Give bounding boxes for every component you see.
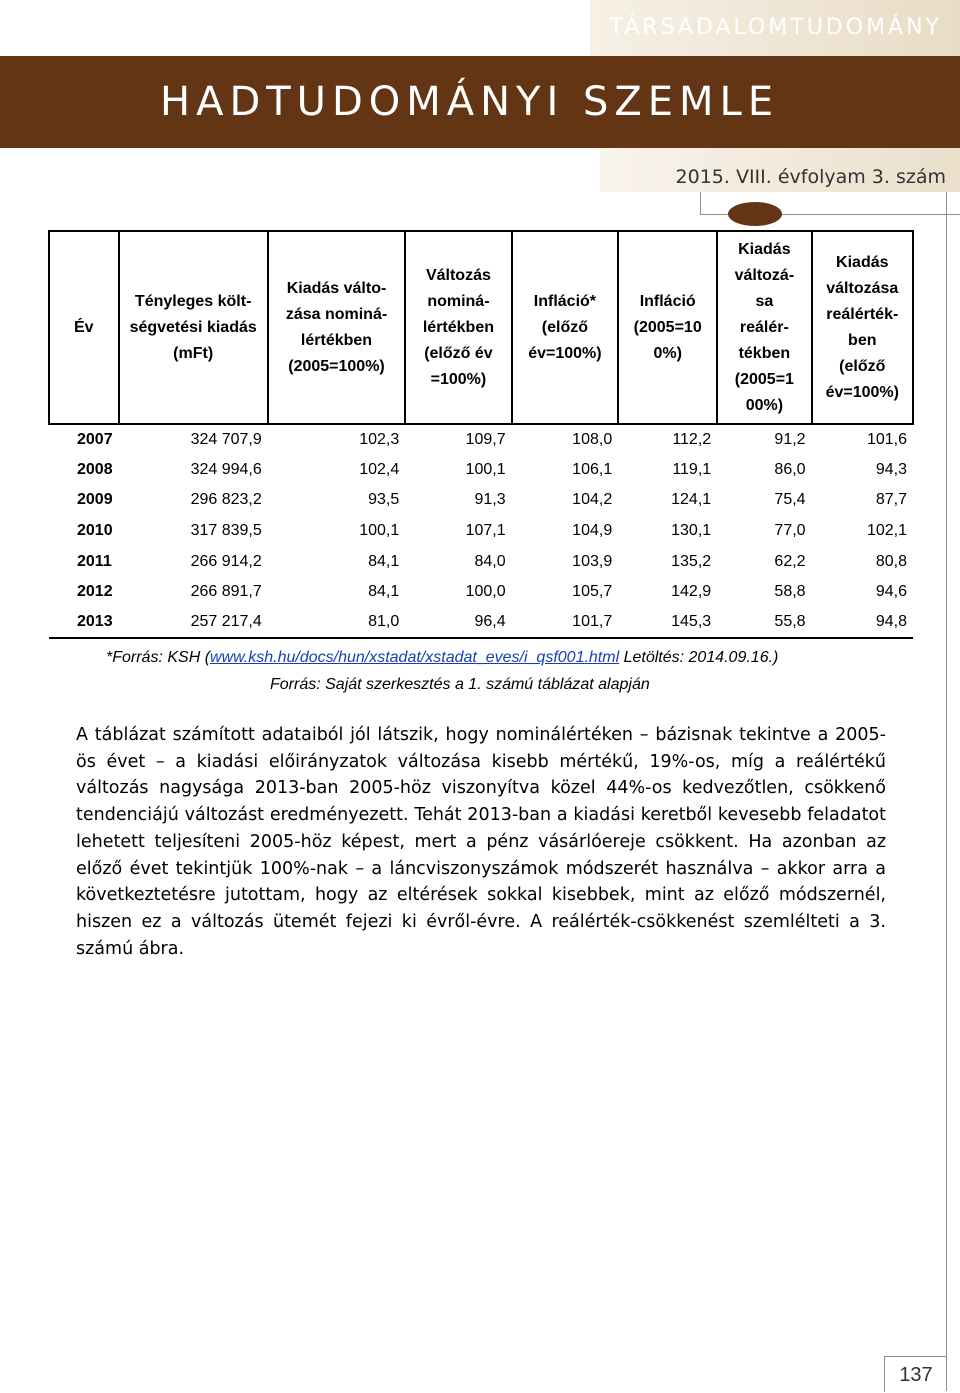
- value-cell: 102,1: [866, 522, 907, 540]
- value-cell: 102,3: [359, 430, 400, 448]
- expenditure-table: [48, 230, 914, 639]
- column-header: Tényleges költ- ségvetési kiadás (mFt): [119, 231, 268, 424]
- table-row: [49, 485, 913, 516]
- value-cell: 296 823,2: [190, 491, 262, 509]
- value-cell: 93,5: [368, 491, 400, 509]
- year-cell: 2007: [77, 430, 113, 448]
- column-header: Változás nominá- lértékben (előző év =100%): [405, 231, 511, 424]
- value-cell: 130,1: [671, 522, 712, 540]
- column-header: Kiadás változá- sa reálér- tékben (2005=1 00%): [717, 231, 811, 424]
- table-header-row: [49, 231, 913, 424]
- value-cell: 84,1: [368, 552, 400, 570]
- value-cell: 94,8: [812, 608, 913, 639]
- year-cell: 2013: [49, 608, 119, 639]
- value-cell: 104,2: [572, 491, 613, 509]
- value-cell: 142,9: [671, 583, 712, 601]
- year-cell: 2010: [77, 522, 113, 540]
- value-cell: 91,2: [774, 430, 806, 448]
- divider: [700, 192, 701, 214]
- value-cell: 96,4: [405, 608, 511, 639]
- value-cell: 62,2: [774, 552, 806, 570]
- value-cell: 91,3: [474, 491, 506, 509]
- source-prefix: *Forrás: KSH (: [106, 649, 211, 666]
- value-cell: 94,6: [875, 583, 907, 601]
- value-cell: 317 839,5: [190, 522, 262, 540]
- value-cell: 102,4: [359, 460, 400, 478]
- value-cell: 87,7: [875, 491, 907, 509]
- value-cell: 100,1: [359, 522, 400, 540]
- table-row: [49, 455, 913, 486]
- value-cell: 100,1: [465, 460, 506, 478]
- year-cell: 2012: [77, 583, 113, 601]
- table-row: [49, 424, 913, 455]
- decorative-knob: [728, 202, 782, 226]
- value-cell: 109,7: [465, 430, 506, 448]
- own-source-note: Forrás: Saját szerkesztés a 1. számú táblázat alapján: [270, 676, 650, 693]
- value-cell: 257 217,4: [119, 608, 268, 639]
- value-cell: 58,8: [774, 583, 806, 601]
- table-row: [49, 516, 913, 547]
- value-cell: 108,0: [572, 430, 613, 448]
- value-cell: 100,0: [465, 583, 506, 601]
- value-cell: 80,8: [875, 552, 907, 570]
- value-cell: 119,1: [672, 460, 712, 478]
- margin-rule: [946, 192, 947, 1391]
- value-cell: 94,3: [875, 460, 907, 478]
- value-cell: 101,6: [866, 430, 907, 448]
- value-cell: 145,3: [618, 608, 717, 639]
- value-cell: 124,1: [671, 491, 712, 509]
- year-cell: 2009: [77, 491, 113, 509]
- table-row: [49, 608, 913, 639]
- value-cell: 77,0: [774, 522, 806, 540]
- page-number: 137: [884, 1356, 947, 1392]
- value-cell: 266 891,7: [190, 583, 262, 601]
- column-header: Infláció (2005=10 0%): [618, 231, 717, 424]
- value-cell: 324 707,9: [190, 430, 262, 448]
- column-header: Kiadás változása reálérték- ben (előző év=100%): [812, 231, 913, 424]
- value-cell: 104,9: [572, 522, 613, 540]
- table-row: [49, 546, 913, 577]
- issue-label: 2015. VIII. évfolyam 3. szám: [675, 166, 946, 188]
- source-link[interactable]: www.ksh.hu/docs/hun/xstadat/xstadat_eves/i_qsf001.html: [210, 649, 620, 666]
- value-cell: 103,9: [572, 552, 613, 570]
- column-header: Kiadás válto- zása nominá- lértékben (2005=100%): [268, 231, 406, 424]
- table-row: [49, 577, 913, 608]
- value-cell: 55,8: [717, 608, 811, 639]
- value-cell: 86,0: [774, 460, 806, 478]
- section-label: TÁRSADALOMTUDOMÁNY: [590, 0, 960, 56]
- value-cell: 107,1: [465, 522, 506, 540]
- value-cell: 112,2: [672, 430, 712, 448]
- value-cell: 75,4: [774, 491, 806, 509]
- source-suffix: Letöltés: 2014.09.16.): [619, 649, 779, 666]
- value-cell: 266 914,2: [190, 552, 262, 570]
- value-cell: 105,7: [572, 583, 613, 601]
- source-note: [106, 648, 778, 668]
- value-cell: 324 994,6: [190, 460, 262, 478]
- column-header: Év: [49, 231, 119, 424]
- value-cell: 84,0: [474, 552, 506, 570]
- year-cell: 2008: [77, 460, 113, 478]
- value-cell: 101,7: [512, 608, 619, 639]
- body-paragraph: A táblázat számított adataiból jól látszik, hogy nominálértéken – bázisnak tekintve a 2005-ös évet – a kiadási előirányzatok változása kisebb mértékű, 19%-os, míg a reálértékű változás nagysága 2013-ban 2005-höz viszonyítva közel 44%-os kedvezőtlen, csökkenő tendenciájú változást eredményezett. Tehát 2013-ban a kiadási keretből kevesebb feladatot lehetett teljesíteni 2005-höz képest, mert a pénz vásárlóereje csökkent. Ha azonban az előző évet tekintjük 100%-nak – a láncviszonyszámok módszerét használva – akkor arra a következtetésre jutottam, hogy az eltérések sokkal kisebbek, mint az előző módszernél, hiszen ez a változás ütemét fejezi ki évről-évre. A reálérték-csökkenést szemlélteti a 3. számú ábra.: [76, 725, 886, 959]
- journal-title: HADTUDOMÁNYI SZEMLE: [160, 79, 780, 125]
- column-header: Infláció* (előző év=100%): [512, 231, 619, 424]
- value-cell: 106,1: [572, 460, 613, 478]
- year-cell: 2011: [77, 552, 112, 570]
- value-cell: 84,1: [368, 583, 400, 601]
- value-cell: 81,0: [268, 608, 406, 639]
- value-cell: 135,2: [671, 552, 712, 570]
